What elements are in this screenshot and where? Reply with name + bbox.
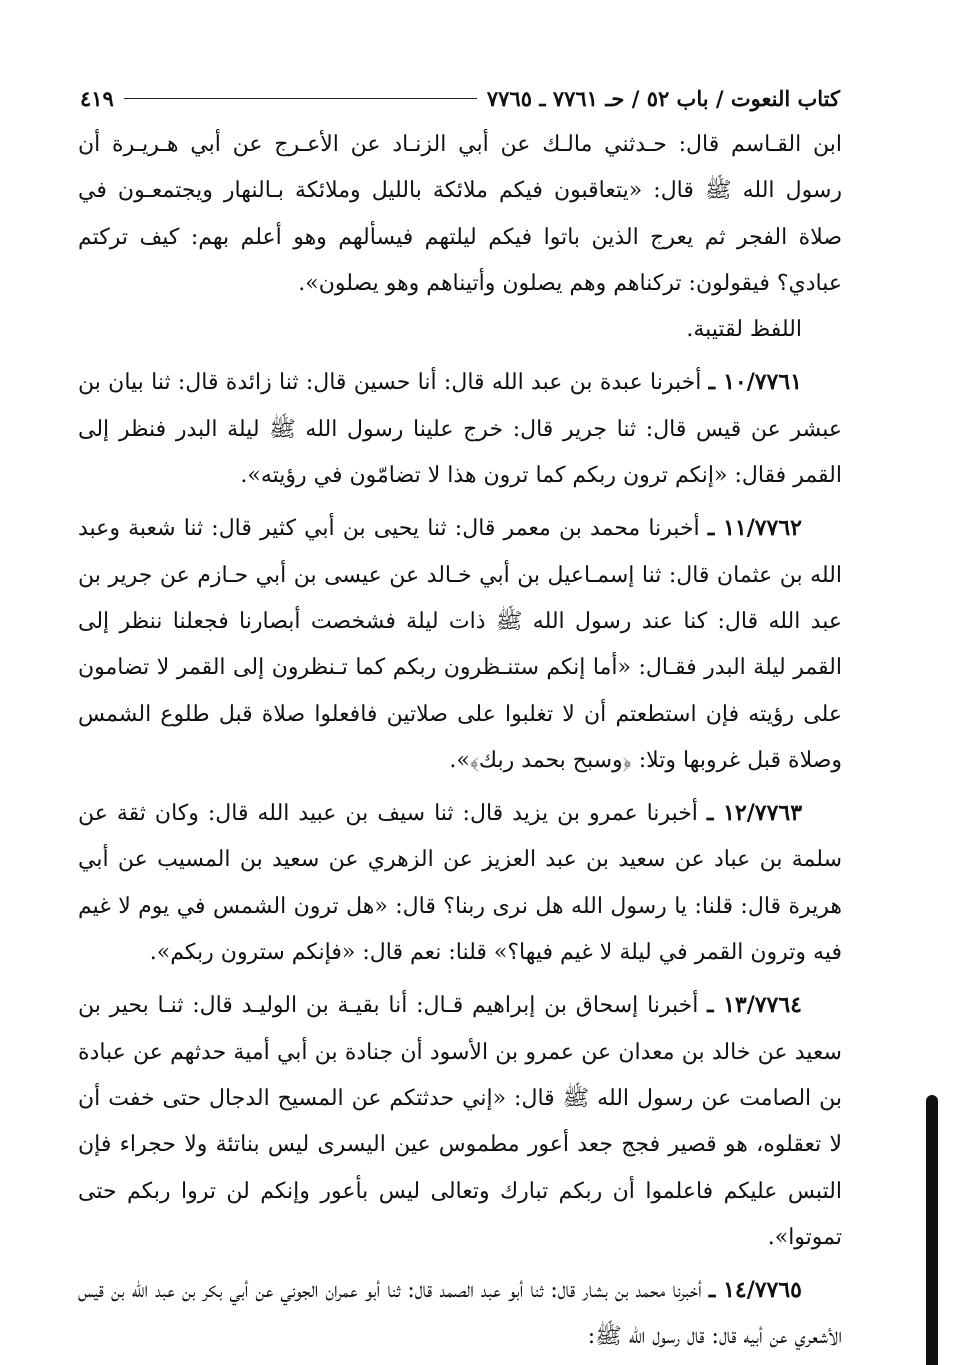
page-number: ٤١٩	[80, 85, 114, 111]
hadith-number: ١٣/٧٧٦٤ ـ	[707, 992, 802, 1019]
paragraph-text: أخبرنا عمرو بن يزيد قال: ثنا سيف بن عبيد الله قال: وكان ثقة عن سلمة بن عباد عن سعيد بن عبد العزيز عن الزهري عن سعيد بن المسيب عن أبي هريرة قال: قلنا: يا رسول الله هل نرى ربنا؟ قال: «هل ترون الشمس في يوم لا غيم فيه وترون القمر في ليلة لا غيم فيها؟» قلنا: نعم قال: «فإنكم سترون ربكم».	[78, 801, 842, 966]
paragraph-text: أخبرنا محمد بن بشار قال: ثنا أبو عبد الصمد قال: ثنا أبو عمران الجوني عن أبي بكر بن عبد الله بن قيس الأشعري عن أبيه قال: قال رسول الله ﷺ:	[78, 1278, 842, 1350]
paragraph-text: اللفظ لقتيبة.	[686, 317, 802, 343]
scan-edge-shadow	[926, 1095, 938, 1365]
hadith-number: ١١/٧٧٦٢ ـ	[707, 515, 802, 542]
hadith-number: ١٤/٧٧٦٥ ـ	[708, 1277, 802, 1304]
paragraph-text: ابن القـاسم قال: حـدثني مالـك عن أبي الزنـاد عن الأعـرج عن أبي هـريـرة أن رسول الله ﷺ قال: «يتعاقبون فيكم ملائكة بالليل وملائكة بـالنهار ويجتمعـون في صلاة الفجر ثم يعرج الذين باتوا فيكم ليلتهم فيسألهم وهو أعلم بهم: كيف تركتم عبادي؟ فيقولون: تركناهم وهم يصلون وأتيناهم وهو يصلون».	[78, 132, 842, 296]
paragraph-text: أخبرنا إسحاق بن إبراهيم قـال: أنا بقيـة بن الوليـد قال: ثنـا بحير بن سعيد عن خالد بن معدان عن عمرو بن الأسود أن جنادة بن أبي أمية حدثهم عن عبادة بن الصامت عن رسول الله ﷺ قال: «إني حدثتكم عن المسيح الدجال حتى خفت أن لا تعقلوه، هو قصير فجج جعد أعور مطموس عين اليسرى ليس بناتئة ولا حجراء فإن التبس عليكم فاعلموا أن ربكم تبارك وتعالى ليس بأعور وإنكم لن تروا ربكم حتى تموتوا».	[78, 993, 842, 1250]
hadith-paragraph	[78, 1267, 842, 1361]
running-header	[80, 78, 840, 118]
header-title: كتاب النعوت / باب ٥٢ / حـ ٧٧٦١ ـ ٧٧٦٥	[486, 85, 840, 111]
paragraph	[78, 122, 842, 307]
paragraph	[78, 307, 842, 353]
page-body	[78, 122, 842, 1361]
hadith-paragraph	[78, 505, 842, 784]
paragraph-text: أخبرنا محمد بن معمر قال: ثنا يحيى بن أبي كثير قال: ثنا شعبة وعبد الله بن عثمان قال: ثنا إسمـاعيل بن أبي خـالد عن عيسى بن أبي حـازم عن جرير بن عبد الله قال: كنا عند رسول الله ﷺ ذات ليلة فشخصت أبصارنا فجعلنا ننظر إلى القمر ليلة البدر فقـال: «أما إنكم ستنـظرون ربكم كما تـنظرون إلى القمر لا تضامون على رؤيته فإن استطعتم أن لا تغلبوا على صلاتين فافعلوا صلاة قبل طلوع الشمس وصلاة قبل غروبها وتلا: ﴿وسبح بحمد ربك﴾».	[78, 516, 842, 773]
hadith-paragraph	[78, 359, 842, 499]
hadith-number: ١٢/٧٧٦٣ ـ	[706, 800, 803, 827]
paragraph-text: أخبرنا عبدة بن عبد الله قال: أنا حسين قال: ثنا زائدة قال: ثنا بيان بن عبشر عن قيس قال: ثنا جرير قال: خرج علينا رسول الله ﷺ ليلة البدر فنظر إلى القمر فقال: «إنكم ترون ربكم كما ترون هذا لا تضامّون في رؤيته».	[78, 370, 842, 489]
hadith-paragraph	[78, 790, 842, 976]
hadith-paragraph	[78, 982, 842, 1261]
hadith-number: ١٠/٧٧٦١ ـ	[708, 369, 802, 396]
header-rule	[124, 98, 477, 99]
